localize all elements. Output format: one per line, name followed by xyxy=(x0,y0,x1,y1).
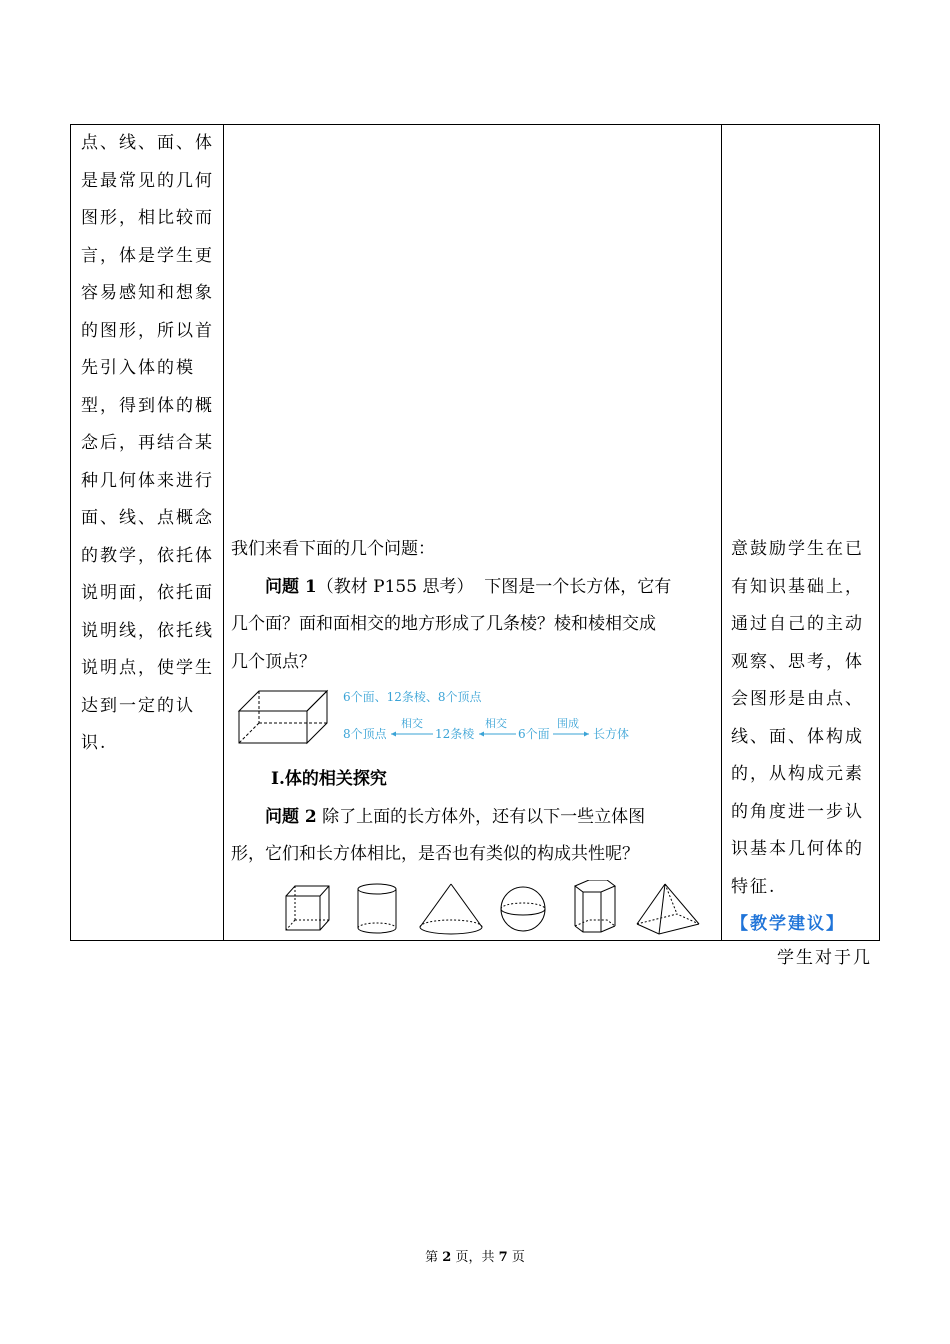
text-line: 言，体是学生更 xyxy=(81,245,214,266)
hidden-edge xyxy=(239,723,259,743)
cylinder-shape xyxy=(358,884,396,933)
text-line: 的角度进一步认 xyxy=(731,801,864,822)
sphere-shape xyxy=(501,887,545,931)
text-line: 有知识基础上， xyxy=(731,576,864,597)
text-line: 识. xyxy=(81,733,108,753)
cuboid-front-face xyxy=(239,711,307,743)
diagram-edges: 12条棱 xyxy=(435,727,475,741)
relation-label: 相交 xyxy=(401,717,423,730)
teaching-suggestion-heading: 【教学建议】 xyxy=(731,914,845,934)
design-intent-column xyxy=(81,125,221,763)
diagram-faces: 6个面 xyxy=(518,727,550,741)
page-number: 2 xyxy=(442,1250,452,1265)
lesson-table xyxy=(70,124,880,941)
pyramid-shape xyxy=(637,884,699,934)
question-2-text: 除了上面的长方体外，还有以下一些立体图 xyxy=(322,806,646,827)
text-line: 先引入体的模 xyxy=(81,358,195,378)
text-line: 说明线，依托线 xyxy=(81,620,214,641)
text-line: 是最常见的几何 xyxy=(81,170,214,191)
section-heading: Ⅰ.体的相关探究 xyxy=(271,769,387,789)
text-line: 的教学，依托体 xyxy=(81,545,214,566)
column-divider xyxy=(721,125,722,940)
text-line: 线、面、体构成 xyxy=(731,726,864,747)
relation-label: 相交 xyxy=(485,717,507,730)
text-line: 念后，再结合某 xyxy=(81,433,214,453)
cuboid-top-face xyxy=(239,691,327,711)
question-1-source: （教材 P155 思考） xyxy=(316,576,474,597)
column-divider xyxy=(223,125,224,940)
text-line: 容易感知和想象 xyxy=(81,283,214,303)
question-2-label: 问题 2 xyxy=(265,806,317,827)
text-line: 型，得到体的概 xyxy=(81,395,214,416)
text-line: 点、线、面、体 xyxy=(81,133,214,153)
question-1-text: 几个顶点？ xyxy=(231,651,316,672)
design-notes-column xyxy=(731,531,873,944)
text-line: 观察、思考，体 xyxy=(731,651,864,672)
question-2-text: 形，它们和长方体相比，是否也有类似的构成共性呢？ xyxy=(231,844,639,864)
text-line: 的图形，所以首 xyxy=(81,320,214,341)
diagram-solid: 长方体 xyxy=(593,727,630,741)
arrow-head xyxy=(391,732,396,737)
text-line: 通过自己的主动 xyxy=(731,614,864,634)
relation-label: 围成 xyxy=(557,717,579,730)
footer-mid: 页，共 xyxy=(455,1250,495,1265)
continuation-text: 学生对于几 xyxy=(777,948,872,968)
text-line: 说明点，使学生 xyxy=(81,658,214,678)
cuboid-figure xyxy=(239,691,327,743)
text-line: 种几何体来进行 xyxy=(81,470,214,491)
footer-suffix: 页 xyxy=(511,1250,525,1265)
arrow-head xyxy=(584,732,589,737)
text-line: 特征. xyxy=(731,876,777,897)
solids-figure xyxy=(231,880,721,944)
text-line: 的，从构成元素 xyxy=(731,764,864,784)
cuboid-side-face xyxy=(307,691,327,743)
intro-text: 我们来看下面的几个问题： xyxy=(231,539,435,559)
page-footer xyxy=(0,1246,950,1265)
teaching-process-column xyxy=(231,531,721,944)
diagram-vertices: 8个顶点 xyxy=(343,727,387,741)
text-line: 达到一定的认 xyxy=(81,695,195,716)
text-line: 会图形是由点、 xyxy=(731,689,864,709)
diagram-summary: 6个面、12条棱、8个顶点 xyxy=(343,690,482,704)
question-1-text: 几个面？面和面相交的地方形成了几条棱？棱和棱相交成 xyxy=(231,614,656,634)
cuboid-diagram xyxy=(231,681,721,753)
arrow-head xyxy=(479,732,484,737)
hexagonal-prism-shape xyxy=(575,880,615,932)
text-line: 图形，相比较而 xyxy=(81,208,214,228)
text-line: 意鼓励学生在已 xyxy=(731,539,864,559)
question-1 xyxy=(231,569,721,607)
text-line: 识基本几何体的 xyxy=(731,839,864,859)
cone-shape xyxy=(420,884,482,934)
question-2 xyxy=(231,799,721,837)
footer-prefix: 第 xyxy=(425,1250,439,1265)
page-total: 7 xyxy=(498,1250,508,1265)
cube-shape xyxy=(286,886,329,930)
text-line: 说明面，依托面 xyxy=(81,583,214,603)
question-1-label: 问题 1 xyxy=(265,576,317,597)
question-1-text: 下图是一个长方体，它有 xyxy=(484,576,672,597)
text-line: 面、线、点概念 xyxy=(81,508,214,528)
